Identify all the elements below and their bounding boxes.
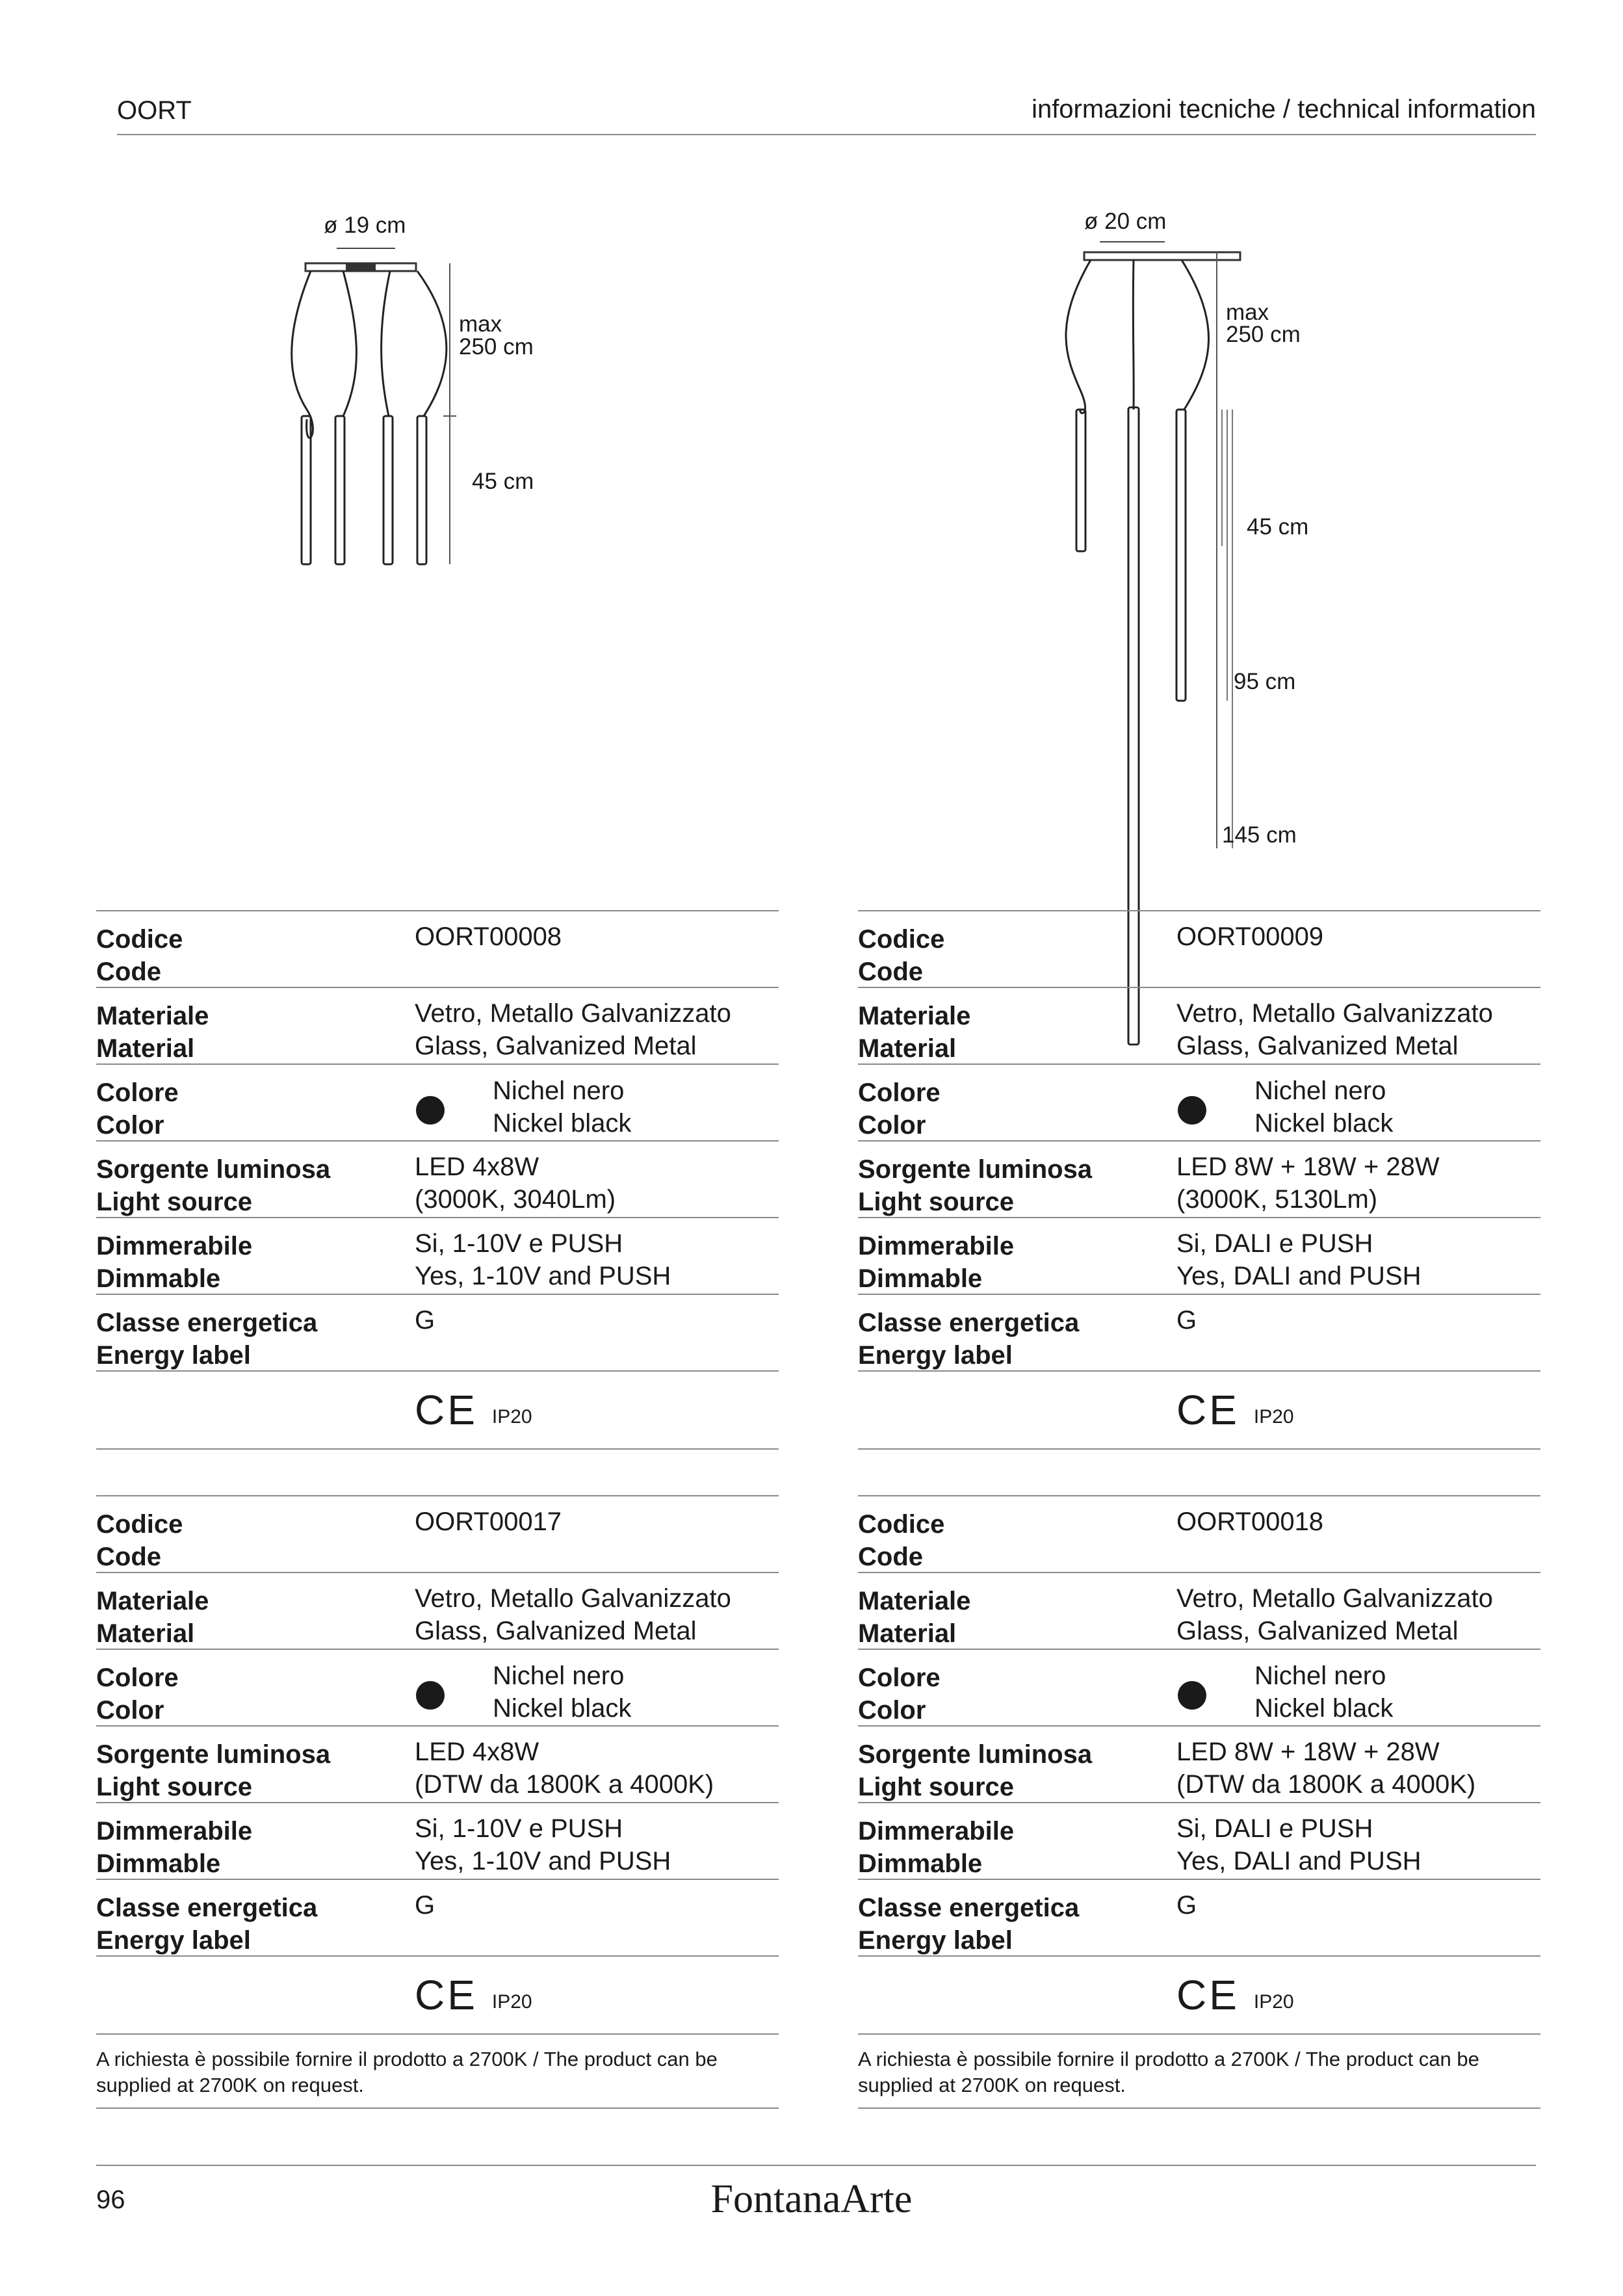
code-value: OORT00018: [1176, 1507, 1324, 1536]
length-label: 45 cm: [472, 469, 534, 494]
dim-value-it: Si, DALI e PUSH: [1176, 1814, 1373, 1843]
footer-divider: [96, 2165, 1536, 2166]
row-certification: [858, 1957, 1540, 2035]
length-label-95: 95 cm: [1234, 669, 1296, 694]
source-label-en: Light source: [96, 1188, 253, 1216]
row-code: [858, 1496, 1540, 1573]
color-swatch-icon: [416, 1681, 445, 1710]
source-label-it: Sorgente luminosa: [96, 1155, 331, 1184]
energy-label-en: Energy label: [96, 1926, 251, 1955]
source-label-en: Light source: [858, 1773, 1015, 1801]
color-value-it: Nichel nero: [493, 1662, 625, 1690]
code-label-it: Codice: [858, 1510, 945, 1539]
material-value-en: Glass, Galvanized Metal: [415, 1617, 697, 1645]
energy-value: G: [1176, 1891, 1197, 1920]
code-value: OORT00017: [415, 1507, 562, 1536]
dim-label-it: Dimmerabile: [96, 1817, 253, 1846]
source-value-2: (3000K, 5130Lm): [1176, 1185, 1378, 1214]
material-label-it: Materiale: [96, 1587, 209, 1615]
row-light-source: [96, 1141, 779, 1218]
color-label-it: Colore: [858, 1663, 941, 1692]
header-divider: [117, 134, 1536, 135]
material-label-it: Materiale: [858, 1002, 971, 1030]
material-value-en: Glass, Galvanized Metal: [1176, 1617, 1459, 1645]
color-swatch-icon: [1178, 1096, 1206, 1125]
row-dimmable: [858, 1218, 1540, 1295]
max-label: max: [1226, 300, 1269, 325]
source-value-1: LED 8W + 18W + 28W: [1176, 1738, 1440, 1766]
color-value-it: Nichel nero: [493, 1076, 625, 1105]
page-number: 96: [96, 2185, 125, 2214]
pendant-rods: [302, 416, 426, 564]
material-label-en: Material: [858, 1619, 957, 1648]
color-value-en: Nickel black: [493, 1694, 632, 1723]
dim-value-it: Si, DALI e PUSH: [1176, 1229, 1373, 1258]
material-value-it: Vetro, Metallo Galvanizzato: [415, 1584, 731, 1613]
color-value-en: Nickel black: [1254, 1694, 1394, 1723]
max-label: max: [459, 311, 502, 337]
color-swatch-icon: [416, 1096, 445, 1125]
energy-label-it: Classe energetica: [858, 1309, 1080, 1337]
ce-mark-icon: CE: [1176, 1387, 1240, 1433]
dim-label-it: Dimmerabile: [96, 1232, 253, 1260]
row-light-source: [858, 1141, 1540, 1218]
row-light-source: [858, 1727, 1540, 1803]
source-value-2: (DTW da 1800K a 4000K): [415, 1770, 714, 1799]
row-light-source: [96, 1727, 779, 1803]
source-label-en: Light source: [96, 1773, 253, 1801]
dim-label-it: Dimmerabile: [858, 1817, 1015, 1846]
code-label-it: Codice: [858, 925, 945, 954]
material-value-en: Glass, Galvanized Metal: [1176, 1032, 1459, 1060]
length-label-45: 45 cm: [1247, 514, 1309, 540]
color-label-en: Color: [858, 1696, 926, 1725]
dim-value-it: Si, 1-10V e PUSH: [415, 1229, 623, 1258]
color-label-en: Color: [858, 1111, 926, 1140]
source-value-1: LED 8W + 18W + 28W: [1176, 1153, 1440, 1181]
ce-mark-icon: CE: [415, 1387, 478, 1433]
row-material: [858, 1573, 1540, 1650]
source-value-1: LED 4x8W: [415, 1153, 539, 1181]
color-swatch-icon: [1178, 1681, 1206, 1710]
row-dimmable: [96, 1218, 779, 1295]
row-dimmable: [96, 1803, 779, 1880]
row-material: [858, 988, 1540, 1065]
product-name: OORT: [117, 96, 192, 125]
row-color: [96, 1650, 779, 1727]
material-label-en: Material: [96, 1034, 195, 1063]
row-energy: [858, 1880, 1540, 1957]
row-code: [96, 1496, 779, 1573]
dim-label-en: Dimmable: [858, 1264, 983, 1293]
ip-rating: IP20: [1253, 1991, 1294, 2013]
material-label-en: Material: [96, 1619, 195, 1648]
energy-label-it: Classe energetica: [96, 1309, 318, 1337]
max-value: 250 cm: [459, 334, 534, 359]
ce-mark-icon: CE: [415, 1972, 478, 2018]
material-value-it: Vetro, Metallo Galvanizzato: [1176, 999, 1493, 1028]
dim-value-it: Si, 1-10V e PUSH: [415, 1814, 623, 1843]
energy-value: G: [1176, 1306, 1197, 1335]
source-value-2: (3000K, 3040Lm): [415, 1185, 616, 1214]
source-value-1: LED 4x8W: [415, 1738, 539, 1766]
color-value-it: Nichel nero: [1254, 1076, 1386, 1105]
energy-value: G: [415, 1306, 435, 1335]
brand-logo: FontanaArte: [710, 2177, 913, 2221]
material-label-it: Materiale: [858, 1587, 971, 1615]
ip-rating: IP20: [491, 1991, 532, 2013]
availability-note: A richiesta è possibile fornire il prodotto a 2700K / The product can be supplied at 2700K on request.: [96, 2035, 779, 2109]
row-energy: [858, 1295, 1540, 1372]
material-label-en: Material: [858, 1034, 957, 1063]
energy-value: G: [415, 1891, 435, 1920]
max-value: 250 cm: [1226, 322, 1301, 347]
material-label-it: Materiale: [96, 1002, 209, 1030]
color-label-en: Color: [96, 1696, 164, 1725]
color-value-en: Nickel black: [1254, 1109, 1394, 1138]
energy-label-en: Energy label: [858, 1926, 1013, 1955]
material-value-en: Glass, Galvanized Metal: [415, 1032, 697, 1060]
drawing-left: [260, 202, 585, 579]
dim-value-en: Yes, DALI and PUSH: [1176, 1847, 1422, 1875]
diameter-label: ø 19 cm: [324, 213, 406, 238]
code-label-it: Codice: [96, 1510, 183, 1539]
dim-value-en: Yes, 1-10V and PUSH: [415, 1847, 671, 1875]
color-value-it: Nichel nero: [1254, 1662, 1386, 1690]
ip-rating: IP20: [491, 1406, 532, 1428]
code-value: OORT00009: [1176, 922, 1324, 951]
source-label-it: Sorgente luminosa: [96, 1740, 331, 1769]
energy-label-en: Energy label: [96, 1341, 251, 1370]
row-color: [858, 1650, 1540, 1727]
diameter-label: ø 20 cm: [1084, 209, 1167, 234]
code-value: OORT00008: [415, 922, 562, 951]
row-dimmable: [858, 1803, 1540, 1880]
source-value-2: (DTW da 1800K a 4000K): [1176, 1770, 1476, 1799]
row-code: [96, 911, 779, 988]
row-code: [858, 911, 1540, 988]
ce-mark-icon: CE: [1176, 1972, 1240, 2018]
material-value-it: Vetro, Metallo Galvanizzato: [415, 999, 731, 1028]
source-label-it: Sorgente luminosa: [858, 1155, 1093, 1184]
color-label-it: Colore: [96, 1663, 179, 1692]
source-label-en: Light source: [858, 1188, 1015, 1216]
row-material: [96, 1573, 779, 1650]
energy-label-en: Energy label: [858, 1341, 1013, 1370]
ip-rating: IP20: [1253, 1406, 1294, 1428]
dim-value-en: Yes, 1-10V and PUSH: [415, 1262, 671, 1290]
section-title: informazioni tecniche / technical information: [1032, 95, 1536, 124]
spec-table-oort00018: [858, 1495, 1540, 2109]
dim-value-en: Yes, DALI and PUSH: [1176, 1262, 1422, 1290]
dim-label-en: Dimmable: [858, 1849, 983, 1878]
length-label-145: 145 cm: [1222, 822, 1297, 848]
spec-table-oort00009: [858, 910, 1540, 1450]
color-label-it: Colore: [96, 1078, 179, 1107]
color-value-en: Nickel black: [493, 1109, 632, 1138]
row-color: [858, 1065, 1540, 1141]
row-certification: [96, 1372, 779, 1450]
energy-label-it: Classe energetica: [96, 1894, 318, 1922]
dim-label-it: Dimmerabile: [858, 1232, 1015, 1260]
color-label-en: Color: [96, 1111, 164, 1140]
dim-label-en: Dimmable: [96, 1849, 221, 1878]
row-energy: [96, 1880, 779, 1957]
row-energy: [96, 1295, 779, 1372]
material-value-it: Vetro, Metallo Galvanizzato: [1176, 1584, 1493, 1613]
availability-note: A richiesta è possibile fornire il prodotto a 2700K / The product can be supplied at 2700K on request.: [858, 2035, 1540, 2109]
drawing-right: [1027, 195, 1378, 858]
code-label-en: Code: [858, 958, 923, 986]
source-label-it: Sorgente luminosa: [858, 1740, 1093, 1769]
code-label-it: Codice: [96, 925, 183, 954]
color-label-it: Colore: [858, 1078, 941, 1107]
code-label-en: Code: [858, 1543, 923, 1571]
row-color: [96, 1065, 779, 1141]
code-label-en: Code: [96, 958, 161, 986]
code-label-en: Code: [96, 1543, 161, 1571]
energy-label-it: Classe energetica: [858, 1894, 1080, 1922]
row-certification: [858, 1372, 1540, 1450]
row-material: [96, 988, 779, 1065]
row-certification: [96, 1957, 779, 2035]
spec-table-oort00017: [96, 1495, 779, 2109]
dim-label-en: Dimmable: [96, 1264, 221, 1293]
spec-table-oort00008: [96, 910, 779, 1450]
